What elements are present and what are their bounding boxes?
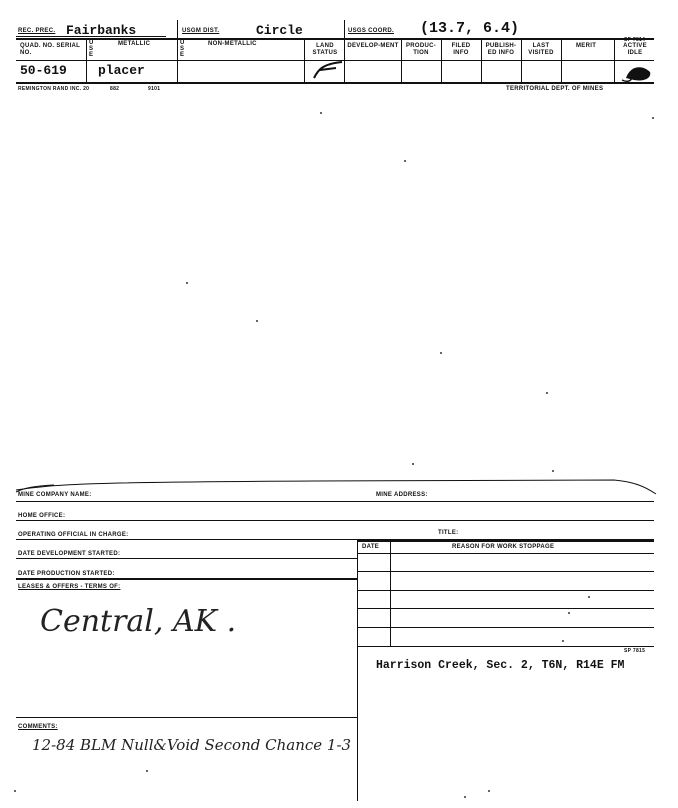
usgs-coord-value: (13.7, 6.4) bbox=[420, 20, 520, 37]
leases-handwritten-note: Central, AK . bbox=[40, 604, 237, 639]
scan-speck bbox=[568, 612, 570, 614]
scan-speck bbox=[552, 470, 554, 472]
footer-department: TERRITORIAL DEPT. OF MINES bbox=[506, 86, 604, 92]
comments-handwritten-note: 12-84 BLM Null&Void Second Chance 1-3 bbox=[32, 736, 352, 754]
title-label: TITLE: bbox=[438, 530, 459, 536]
reason-column-label: REASON FOR WORK STOPPAGE bbox=[452, 544, 555, 550]
header-land-status: LAND STATUS bbox=[312, 43, 338, 56]
footer-code-1: 882 bbox=[110, 86, 120, 92]
usgs-coord-label: USGS COORD. bbox=[348, 28, 394, 34]
header-production: PRODUC-TION bbox=[405, 43, 437, 56]
location-description: Harrison Creek, Sec. 2, T6N, R14E FM bbox=[376, 659, 625, 672]
header-use-nonmetallic: U S E bbox=[180, 40, 185, 58]
scan-speck bbox=[404, 160, 406, 162]
home-office-label: HOME OFFICE: bbox=[18, 513, 66, 519]
header-quad-serial bbox=[20, 43, 84, 57]
scan-speck bbox=[652, 117, 654, 119]
usgm-dist-value: Circle bbox=[256, 23, 303, 38]
header-filed-info: FILED INFO bbox=[451, 43, 471, 56]
header-serial: SERIAL NO. bbox=[20, 43, 81, 56]
active-idle-ink-mark bbox=[620, 62, 654, 84]
card-top-edge bbox=[14, 476, 658, 500]
comments-label: COMMENTS: bbox=[18, 724, 58, 730]
header-last-visited: LAST VISITED bbox=[528, 43, 554, 56]
date-production-label: DATE PRODUCTION STARTED: bbox=[18, 571, 115, 577]
quad-serial-value: 50-619 bbox=[20, 63, 67, 78]
header-published-info: PUBLISH-ED INFO bbox=[485, 43, 517, 56]
header-quad: QUAD. NO. bbox=[20, 43, 55, 49]
header-non-metallic: NON-METALLIC bbox=[208, 41, 257, 47]
mine-address-label: MINE ADDRESS: bbox=[376, 492, 428, 498]
operating-official-label: OPERATING OFFICIAL IN CHARGE: bbox=[18, 532, 129, 538]
scan-speck bbox=[256, 320, 258, 322]
header-metallic: METALLIC bbox=[118, 41, 151, 47]
scan-speck bbox=[320, 112, 322, 114]
scan-speck bbox=[562, 640, 564, 642]
header-development: DEVELOP-MENT bbox=[347, 43, 399, 49]
scan-speck bbox=[588, 596, 590, 598]
land-status-check-mark bbox=[310, 58, 346, 82]
form-number-bottom: SP 7815 bbox=[624, 648, 646, 654]
date-development-label: DATE DEVELOPMENT STARTED: bbox=[18, 551, 121, 557]
date-column-label: DATE bbox=[362, 544, 380, 550]
scan-speck bbox=[186, 282, 188, 284]
scan-speck bbox=[146, 770, 148, 772]
footer-code-2: 9101 bbox=[148, 86, 161, 92]
leases-offers-label: LEASES & OFFERS - TERMS OF: bbox=[18, 584, 121, 590]
scan-speck bbox=[464, 796, 466, 798]
rec-prec-label: REC. PREC. bbox=[18, 28, 56, 34]
scan-speck bbox=[412, 463, 414, 465]
scan-speck bbox=[488, 790, 490, 792]
footer-printer: REMINGTON RAND INC. 20 bbox=[18, 86, 90, 92]
scan-speck bbox=[546, 392, 548, 394]
scan-speck bbox=[440, 352, 442, 354]
usgm-dist-label: USGM DIST. bbox=[182, 28, 220, 34]
header-use-metallic: U S E bbox=[89, 40, 94, 58]
rec-prec-value: Fairbanks bbox=[66, 23, 137, 38]
header-merit: MERIT bbox=[576, 43, 597, 49]
metallic-value: placer bbox=[98, 63, 145, 78]
form-number-top: SP 7814 bbox=[624, 37, 646, 43]
header-active-idle: ACTIVE IDLE bbox=[623, 43, 647, 56]
mine-company-label: MINE COMPANY NAME: bbox=[18, 492, 92, 498]
scan-speck bbox=[14, 790, 16, 792]
